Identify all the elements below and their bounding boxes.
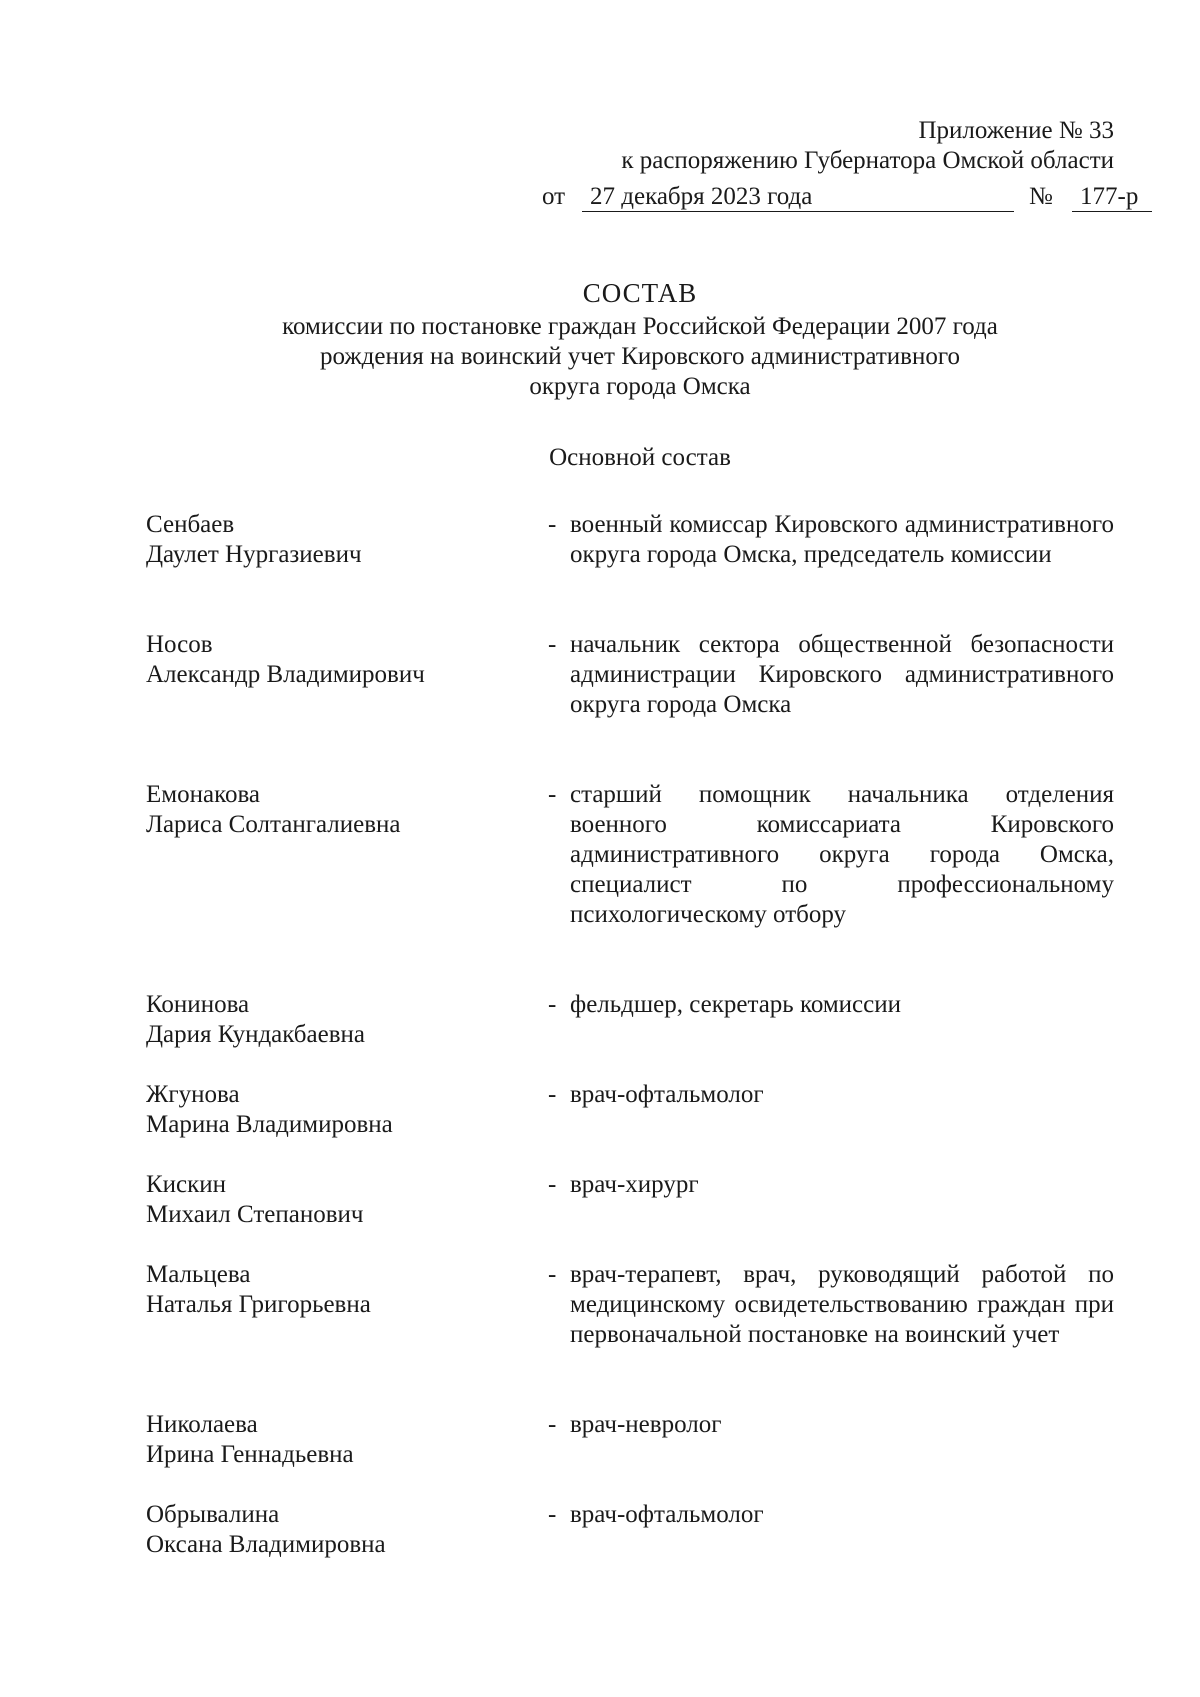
- member-role: фельдшер, секретарь комиссии: [570, 991, 902, 1018]
- title-line-1: комиссии по постановке граждан Российской Федерации 2007 года: [282, 313, 998, 340]
- appendix-header: [554, 116, 1114, 176]
- dash: -: [548, 781, 557, 808]
- member-role: врач-хирург: [570, 1171, 699, 1198]
- member-surname: Сенбаев: [146, 511, 235, 538]
- number-sign: №: [1029, 183, 1053, 210]
- member-name: [146, 630, 548, 720]
- member-name: [146, 1500, 548, 1560]
- member-name: [146, 510, 548, 570]
- member-row: [146, 510, 1114, 570]
- member-role: врач-офтальмолог: [570, 1501, 764, 1528]
- member-given-name: Наталья Григорьевна: [146, 1291, 371, 1318]
- member-given-name: Дария Кундакбаевна: [146, 1021, 365, 1048]
- dash: -: [548, 511, 557, 538]
- member-name: [146, 780, 548, 930]
- member-name: [146, 1260, 548, 1350]
- member-surname: Конинова: [146, 991, 250, 1018]
- dash: -: [548, 1411, 557, 1438]
- from-label: от: [542, 183, 566, 210]
- section-heading: Основной состав: [549, 444, 731, 471]
- member-name: [146, 1080, 548, 1140]
- member-given-name: Михаил Степанович: [146, 1201, 364, 1228]
- member-row: [146, 1410, 1114, 1470]
- member-given-name: Марина Владимировна: [146, 1111, 393, 1138]
- member-surname: Мальцева: [146, 1261, 251, 1288]
- order-date-number-line: [542, 182, 1139, 214]
- member-role: военный комиссар Кировского административного округа города Омска, председатель комиссии: [570, 511, 1114, 568]
- member-row: [146, 1260, 1114, 1350]
- member-surname: Жгунова: [146, 1081, 240, 1108]
- dash: -: [548, 1261, 557, 1288]
- member-row: [146, 1170, 1114, 1230]
- member-row: [146, 630, 1114, 720]
- member-surname: Николаева: [146, 1411, 258, 1438]
- dash: -: [548, 631, 557, 658]
- title-line-2: рождения на воинский учет Кировского административного: [320, 343, 960, 370]
- member-given-name: Даулет Нургазиевич: [146, 541, 362, 568]
- members-list: [146, 510, 1114, 1560]
- member-given-name: Александр Владимирович: [146, 661, 425, 688]
- member-row: [146, 1500, 1114, 1560]
- member-role: начальник сектора общественной безопасности администрации Кировского административного округа города Омска: [570, 631, 1114, 718]
- dash: -: [548, 991, 557, 1018]
- member-given-name: Ирина Геннадьевна: [146, 1441, 354, 1468]
- member-given-name: Лариса Солтангалиевна: [146, 811, 401, 838]
- title-heading: СОСТАВ: [582, 278, 698, 308]
- appendix-number: Приложение № 33: [918, 117, 1114, 144]
- dash: -: [548, 1501, 557, 1528]
- member-surname: Кискин: [146, 1171, 227, 1198]
- member-surname: Обрывалина: [146, 1501, 280, 1528]
- document-title: [200, 278, 1080, 402]
- title-line-3: округа города Омска: [529, 373, 751, 400]
- dash: -: [548, 1081, 557, 1108]
- member-role: врач-невролог: [570, 1411, 722, 1438]
- member-name: [146, 1170, 548, 1230]
- member-role: врач-терапевт, врач, руководящий работой по медицинскому освидетельствованию граждан при первоначальной постановке на воинский учет: [570, 1261, 1114, 1348]
- member-row: [146, 780, 1114, 930]
- order-date: 27 декабря 2023 года: [582, 182, 1014, 212]
- member-role: старший помощник начальника отделения военного комиссариата Кировского административного округа города Омска, специалист по профессиональному психологическому отбору: [570, 781, 1114, 928]
- member-surname: Емонакова: [146, 781, 261, 808]
- member-role: врач-офтальмолог: [570, 1081, 764, 1108]
- member-given-name: Оксана Владимировна: [146, 1531, 386, 1558]
- dash: -: [548, 1171, 557, 1198]
- member-row: [146, 990, 1114, 1050]
- appendix-reference: к распоряжению Губернатора Омской области: [621, 147, 1114, 174]
- member-name: [146, 1410, 548, 1470]
- member-name: [146, 990, 548, 1050]
- order-number: 177-р: [1072, 182, 1152, 212]
- member-row: [146, 1080, 1114, 1140]
- member-surname: Носов: [146, 631, 213, 658]
